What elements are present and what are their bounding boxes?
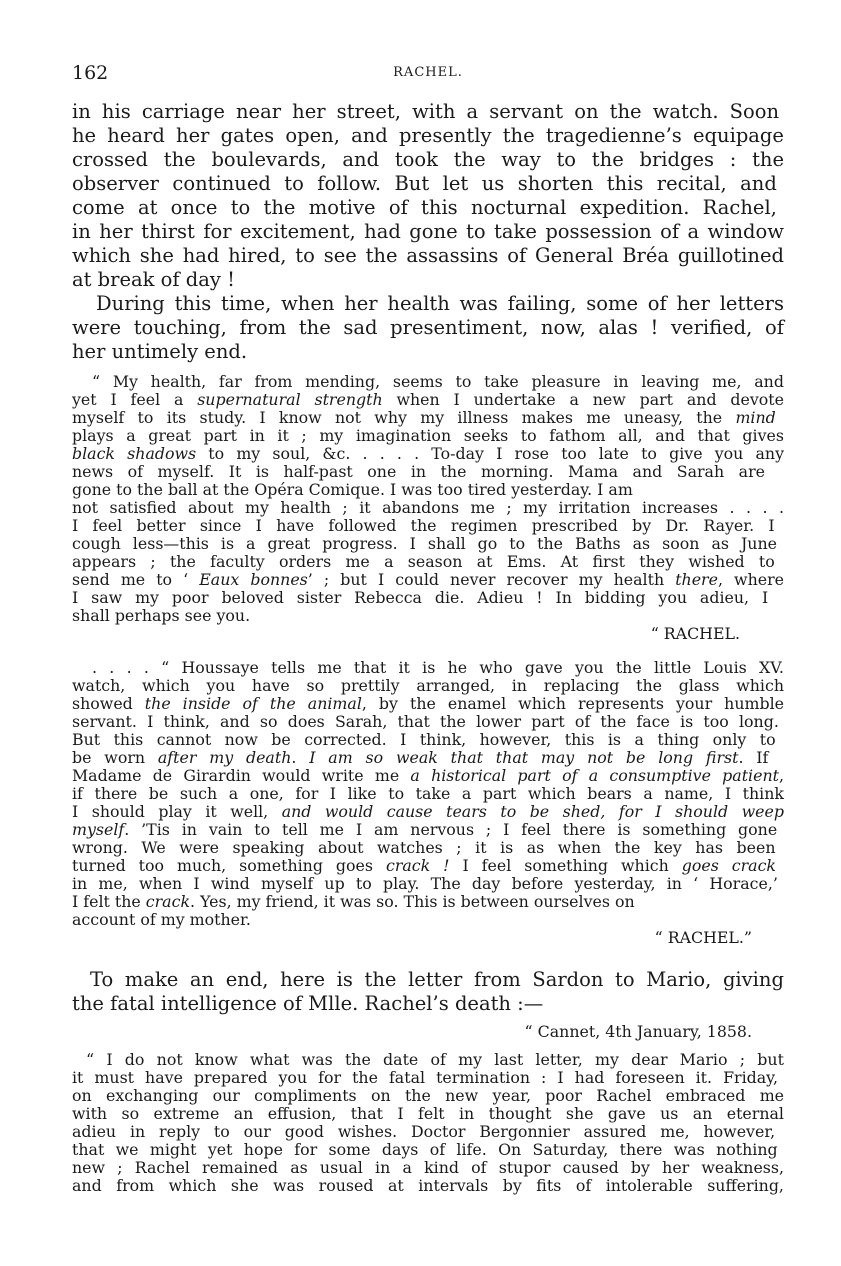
- text-line: at break of day !: [72, 268, 235, 291]
- text-line: be worn after my death. I am so weak that that may not be long first. If: [72, 748, 769, 767]
- text-line: turned too much, something goes crack ! I feel something which goes crack: [72, 856, 777, 875]
- text-line: with so extreme an effusion, that I felt in thought she gave us an eternal: [72, 1104, 784, 1123]
- text-line: he heard her gates open, and presently the tragedienne’s equipage: [72, 124, 784, 147]
- text-line: watch, which you have so prettily arranged, in replacing the glass which: [72, 676, 785, 695]
- text-line: myself. ’Tis in vain to tell me I am nervous ; I feel there is something gone: [72, 820, 778, 839]
- text-line: were touching, from the sad presentiment, now, alas ! verified, of: [72, 316, 784, 339]
- text-line: in his carriage near her street, with a servant on the watch. Soon: [72, 100, 780, 123]
- text-line: I felt the crack. Yes, my friend, it was so. This is between ourselves on: [72, 892, 635, 911]
- text-line: To make an end, here is the letter from Sardon to Mario, giving: [90, 968, 784, 991]
- text-line: servant. I think, and so does Sarah, that the lower part of the face is too long.: [72, 712, 779, 731]
- text-line: it must have prepared you for the fatal termination : I had foreseen it. Friday,: [72, 1068, 779, 1087]
- page-header: [72, 62, 784, 88]
- text-line: that we might yet hope for some days of life. On Saturday, there was nothing: [72, 1140, 778, 1159]
- text-line: crossed the boulevards, and took the way to the bridges : the: [72, 148, 785, 171]
- text-line: wrong. We were speaking about watches ; it is as when the key has been: [72, 838, 776, 857]
- text-line: I should play it well, and would cause tears to be shed, for I should weep: [72, 802, 784, 821]
- text-line: cough less—this is a great progress. I shall go to the Baths as soon as June: [72, 534, 777, 553]
- text-line: plays a great part in it ; my imagination seeks to fathom all, and that gives: [72, 426, 784, 445]
- text-line: But this cannot now be corrected. I think, however, this is a thing only to: [72, 730, 776, 749]
- text-line: “ I do not know what was the date of my last letter, my dear Mario ; but: [86, 1050, 784, 1069]
- text-line: appears ; the faculty orders me a season at Ems. At first they wished to: [72, 552, 775, 571]
- text-line: adieu in reply to our good wishes. Doctor Bergonnier assured me, however,: [72, 1122, 776, 1141]
- text-line: I saw my poor beloved sister Rebecca die. Adieu ! In bidding you adieu, I: [72, 588, 769, 607]
- text-line: . . . . “ Houssaye tells me that it is he who gave you the little Louis XV.: [92, 658, 784, 677]
- text-line: account of my mother.: [72, 910, 251, 929]
- text-line: the fatal intelligence of Mlle. Rachel’s death :—: [72, 992, 544, 1015]
- text-line: I feel better since I have followed the regimen prescribed by Dr. Rayer. I: [72, 516, 775, 535]
- text-line: shall perhaps see you.: [72, 606, 251, 625]
- text-line: news of myself. It is half-past one in the morning. Mama and Sarah are: [72, 462, 765, 481]
- text-line: if there be such a one, for I like to take a part which bears a name, I think: [72, 784, 784, 803]
- text-line: Madame de Girardin would write me a historical part of a consumptive patient,: [72, 766, 785, 785]
- text-line: which she had hired, to see the assassins of General Bréa guillotined: [72, 244, 784, 267]
- text-line: “ RACHEL.”: [654, 928, 752, 947]
- text-line: not satisfied about my health ; it abandons me ; my irritation increases . . . .: [72, 498, 784, 517]
- text-line: “ RACHEL.: [650, 624, 740, 643]
- text-line: showed the inside of the animal, by the enamel which represents your humble: [72, 694, 784, 713]
- text-line: During this time, when her health was failing, some of her letters: [96, 292, 785, 315]
- page-number: 162: [72, 62, 109, 84]
- text-line: black shadows to my soul, &c. . . . . To-day I rose too late to give you any: [72, 444, 785, 463]
- text-line: gone to the ball at the Opéra Comique. I was too tired yesterday. I am: [72, 480, 633, 499]
- text-line: in her thirst for excitement, had gone to take possession of a window: [72, 220, 784, 243]
- text-line: yet I feel a supernatural strength when I undertake a new part and devote: [72, 390, 784, 409]
- text-line: “ My health, far from mending, seems to take pleasure in leaving me, and: [92, 372, 784, 391]
- text-line: in me, when I wind myself up to play. The day before yesterday, in ‘ Horace,’: [72, 874, 778, 893]
- text-line: new ; Rachel remained as usual in a kind of stupor caused by her weakness,: [72, 1158, 785, 1177]
- text-line: come at once to the motive of this nocturnal expedition. Rachel,: [72, 196, 777, 219]
- text-line: “ Cannet, 4th January, 1858.: [524, 1022, 752, 1041]
- running-title: RACHEL.: [393, 65, 463, 80]
- text-line: send me to ‘ Eaux bonnes’ ; but I could never recover my health there, where: [72, 570, 785, 589]
- text-line: myself to its study. I know not why my illness makes me uneasy, the mind: [72, 408, 776, 427]
- text-line: her untimely end.: [72, 340, 248, 363]
- text-line: observer continued to follow. But let us shorten this recital, and: [72, 172, 777, 195]
- text-line: and from which she was roused at intervals by fits of intolerable suffering,: [72, 1176, 784, 1195]
- text-line: on exchanging our compliments on the new year, poor Rachel embraced me: [72, 1086, 785, 1105]
